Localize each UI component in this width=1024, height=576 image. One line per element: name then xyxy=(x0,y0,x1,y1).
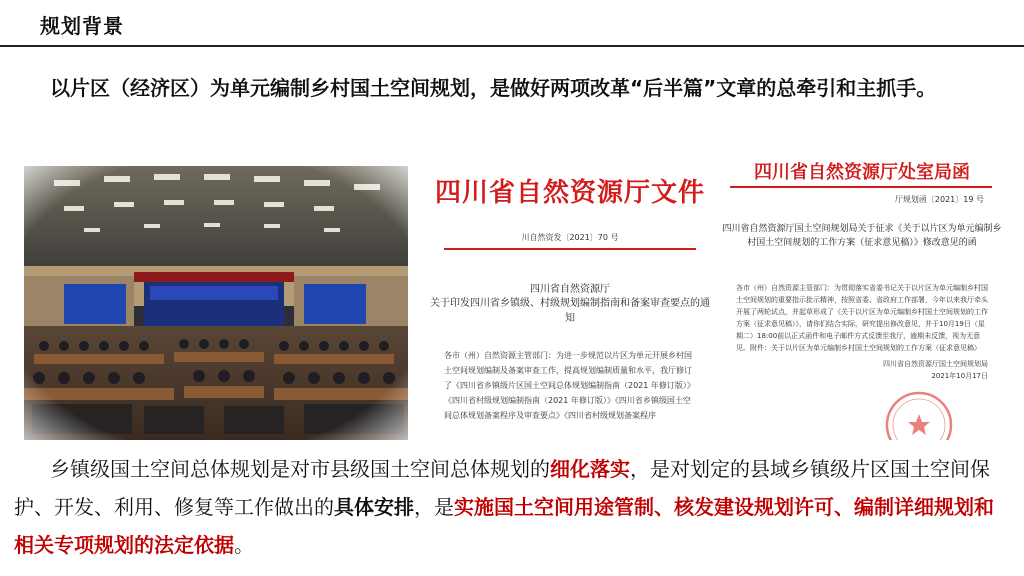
document-notice xyxy=(430,150,710,440)
document-letter xyxy=(722,150,1002,440)
document-number: 厅规划函〔2021〕19 号 xyxy=(894,195,984,204)
main-text-1: 乡镇级国土空间总体规划是对市县级国土空间总体规划的 xyxy=(50,457,550,481)
document-body-text: 各市（州）自然资源主管部门：为贯彻落实省委书记关于以片区为单元编制乡村国土空间规划的重要指示批示精神，按照省委、省政府工作部署，今年以来我厅牵头开展了两轮试点，并起草形成了《关于以片区为单元编制乡村国土空间规划的工作方案（征求意见稿）》，请你们结合实际，研究提出修改意见，并于10月19日（星期二）18:00前以正式函件和电子邮件方式反馈至我厅，逾期未反馈，视为无意见。附件：关于以片区为单元编制乡村国土空间规划的工作方案（征求意见稿） xyxy=(736,284,988,352)
document-body xyxy=(736,282,988,382)
document-masthead: 四川省自然资源厅处室局函 xyxy=(754,162,970,183)
document-body: 各市（州）自然资源主管部门：为进一步规范以片区为单元开展乡村国土空间规划编制及备案审查工作，提高规划编制质量和水平，我厅修订了《四川省乡镇级片区国土空间总体规划编制指南（2021 年修订版）》《四川省村级规划编制指南（2021 年修订版）》《四川省乡镇级国土空间总体规划备案程序及审查要点》《四川省村级规划备案程序 xyxy=(444,351,695,420)
conference-photo xyxy=(24,166,408,440)
document-date: 2021年10月17日 xyxy=(931,372,988,380)
header-divider xyxy=(0,45,1024,47)
official-seal-icon xyxy=(884,390,954,440)
main-text-4: 。 xyxy=(234,533,254,557)
highlight-refine: 细化落实 xyxy=(550,457,630,481)
document-title: 四川省自然资源厅国土空间规划局关于征求《关于以片区为单元编制乡村国土空间规划的工作方案（征求意见稿）》修改意见的函 xyxy=(722,224,1002,248)
document-title: 关于印发四川省乡镇级、村级规划编制指南和备案审查要点的通知 xyxy=(430,298,710,324)
masthead-rule xyxy=(444,248,696,250)
document-signoff: 四川省自然资源厅国土空间规划局 xyxy=(883,360,988,368)
slide-title: 规划背景 xyxy=(40,14,124,38)
masthead-rule xyxy=(730,186,992,188)
document-sender: 四川省自然资源厅 xyxy=(530,284,610,295)
highlight-legal-basis: 实施国土空间用途管制、核发建设规划许可、编制详细规划和相关专项规划的法定依据 xyxy=(14,495,994,557)
main-paragraph xyxy=(14,450,1009,564)
document-masthead: 四川省自然资源厅文件 xyxy=(434,178,705,208)
conference-hall-illustration xyxy=(24,166,408,440)
emphasis-arrangement: 具体安排 xyxy=(334,495,414,519)
intro-statement: 以片区（经济区）为单元编制乡村国土空间规划，是做好两项改革“后半篇”文章的总牵引和主抓手。 xyxy=(50,76,937,100)
main-text-2: ，是对划定的县域乡镇级片区国土空间保护、开发、利用、修复等工作做出的 xyxy=(14,457,990,519)
main-text-3: ，是 xyxy=(414,495,454,519)
slide-header xyxy=(0,0,1024,46)
document-number: 川自然资发〔2021〕70 号 xyxy=(521,233,619,242)
